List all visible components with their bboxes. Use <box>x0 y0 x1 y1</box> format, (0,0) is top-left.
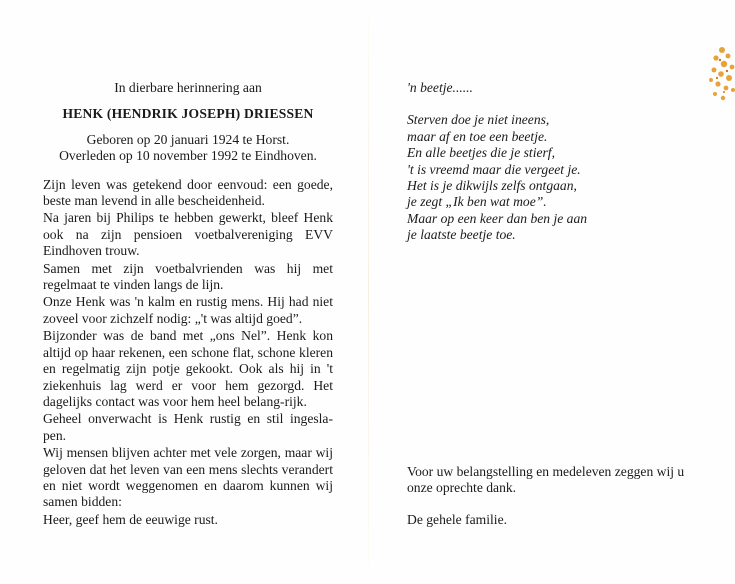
dates-block <box>43 132 333 165</box>
biography-paragraph: Na jaren bij Philips te hebben gewerkt, bleef Henk ook na zijn pensioen voetbalvereniging EVV Eindhoven trouw. <box>43 210 333 259</box>
biography <box>43 177 333 529</box>
right-page-poem <box>407 80 707 244</box>
flower-decoration-icon <box>702 40 735 110</box>
poem-line: je zegt „Ik ben wat moe”. <box>407 194 547 210</box>
deceased-name: HENK (HENDRIK JOSEPH) DRIESSEN <box>62 106 314 122</box>
card-fold <box>368 20 369 565</box>
death-line: Overleden op 10 november 1992 te Eindhoven. <box>59 148 317 164</box>
thanks-text: Voor uw belangstelling en medeleven zeggen wij u onze oprechte dank. <box>407 464 685 496</box>
intro-line: In dierbare herinnering aan <box>114 80 262 95</box>
poem-line: Sterven doe je niet ineens, <box>407 112 550 128</box>
prayer-line: Heer, geef hem de eeuwige rust. <box>43 511 218 527</box>
left-page <box>43 80 333 529</box>
poem-line: je laatste beetje toe. <box>407 227 516 243</box>
birth-line: Geboren op 20 januari 1924 te Horst. <box>86 131 290 147</box>
poem-title: 'n beetje...... <box>407 80 473 95</box>
biography-paragraph: Onze Henk was 'n kalm en rustig mens. Hij had niet zoveel voor zichzelf nodig: „'t was altijd goed”. <box>43 294 333 326</box>
poem-line: Maar op een keer dan ben je aan <box>407 210 588 226</box>
biography-paragraph: Wij mensen blijven achter met vele zorgen, maar wij geloven dat het leven van een mens slechts verandert en niet wordt weggenomen en daarom kunnen wij samen bidden: <box>43 445 333 510</box>
family-signature: De gehele familie. <box>407 512 508 527</box>
biography-paragraph: Zijn leven was getekend door eenvoud: een goede, beste man levend in alle bescheidenheid. <box>43 176 333 209</box>
poem-line: En alle beetjes die je stierf, <box>407 145 555 161</box>
biography-paragraph: Samen met zijn voetbalvrienden was hij met regelmaat te vinden langs de lijn. <box>43 260 333 293</box>
biography-paragraph: Bijzonder was de band met „ons Nel”. Henk kon altijd op haar rekenen, een schone flat, schone kleren en regelmatig zijn potje gekookt. Ook als hij in 't ziekenhuis lag werd er voor hem gezorgd. Het dagelijks contact was voor hem heel belang-rijk. <box>43 328 333 409</box>
poem-line: 't is vreemd maar die vergeet je. <box>407 161 581 177</box>
biography-paragraph: Geheel onverwacht is Henk rustig en stil ingesla-pen. <box>43 411 333 443</box>
poem-line: Het is je dikwijls zelfs ontgaan, <box>407 178 577 194</box>
poem-line: maar af en toe een beetje. <box>407 128 548 144</box>
